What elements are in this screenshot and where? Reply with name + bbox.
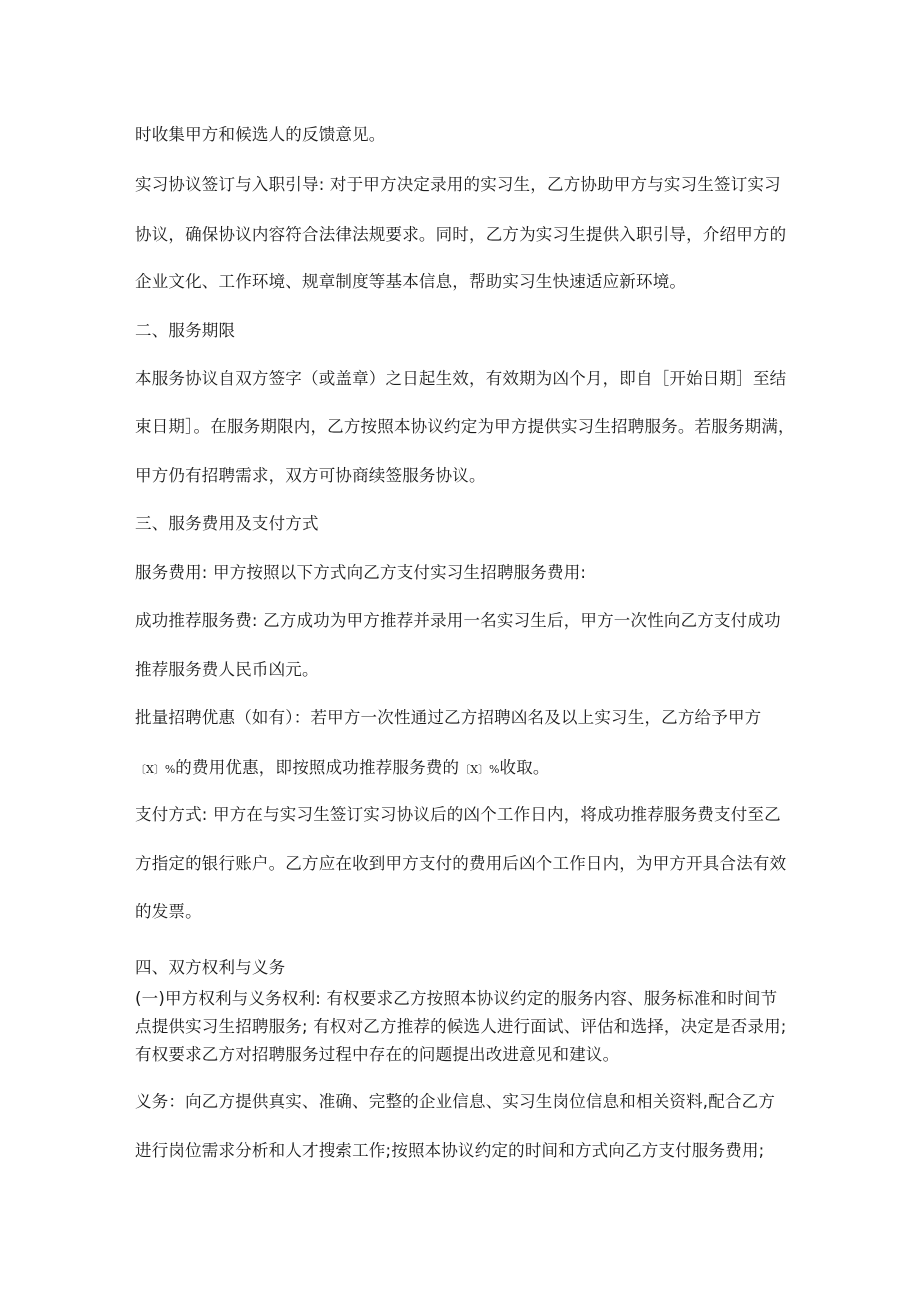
x-placeholder: 〔X〕% [135, 763, 176, 776]
section-heading: 四、双方权利与义务 [135, 958, 286, 977]
text-line: 协议，确保协议内容符合法律法规要求。同时，乙方为实习生提供入职引导，介绍甲方的 [135, 225, 787, 244]
text-line: 有权要求乙方对招聘服务过程中存在的问题提出改进意见和建议。 [135, 1045, 620, 1064]
text-line: 进行岗位需求分析和人才搜索工作;按照本协议约定的时间和方式向乙方支付服务费用; [135, 1141, 765, 1160]
discount-line [135, 757, 550, 781]
section-heading: 三、服务费用及支付方式 [135, 514, 319, 533]
text-line: (一)甲方权利与义务权利: 有权要求乙方按照本协议约定的服务内容、服务标准和时间节 [135, 989, 778, 1008]
text-line: 时收集甲方和候选人的反馈意见。 [135, 125, 386, 144]
text-line: 甲方仍有招聘需求，双方可协商续签服务协议。 [135, 466, 486, 485]
text-line: 企业文化、工作环境、规章制度等基本信息，帮助实习生快速适应新环境。 [135, 272, 687, 291]
text-line: 束日期］。在服务期限内，乙方按照本协议约定为甲方提供实习生招聘服务。若服务期满， [135, 417, 795, 436]
text-line: 的发票。 [135, 902, 202, 921]
text-line: 点提供实习生招聘服务; 有权对乙方推荐的候选人进行面试、评估和选择，决定是否录用; [135, 1017, 787, 1036]
discount-text-end: 收取。 [499, 758, 550, 777]
text-line: 成功推荐服务费: 乙方成功为甲方推荐并录用一名实习生后，甲方一次性向乙方支付成功 [135, 611, 781, 630]
text-line: 方指定的银行账户。乙方应在收到甲方支付的费用后凶个工作日内，为甲方开具合法有效 [135, 854, 787, 873]
text-line: 义务：向乙方提供真实、准确、完整的企业信息、实习生岗位信息和相关资料,配合乙方 [135, 1092, 776, 1111]
x-placeholder: 〔X〕% [459, 763, 500, 776]
text-line: 服务费用: 甲方按照以下方式向乙方支付实习生招聘服务费用: [135, 563, 587, 582]
section-heading: 二、服务期限 [135, 321, 236, 340]
text-line: 批量招聘优惠（如有）：若甲方一次性通过乙方招聘凶名及以上实习生，乙方给予甲方 [135, 708, 762, 727]
text-line: 本服务协议自双方签字（或盖章）之日起生效，有效期为凶个月，即自［开始日期］至结 [135, 369, 787, 388]
text-line: 支付方式: 甲方在与实习生签订实习协议后的凶个工作日内，将成功推荐服务费支付至乙 [135, 805, 781, 824]
text-line: 实习协议签订与入职引导: 对于甲方决定录用的实习生，乙方协助甲方与实习生签订实习 [135, 175, 781, 194]
discount-text: 的费用优惠，即按照成功推荐服务费的 [175, 758, 460, 777]
text-line: 推荐服务费人民币凶元。 [135, 660, 319, 679]
